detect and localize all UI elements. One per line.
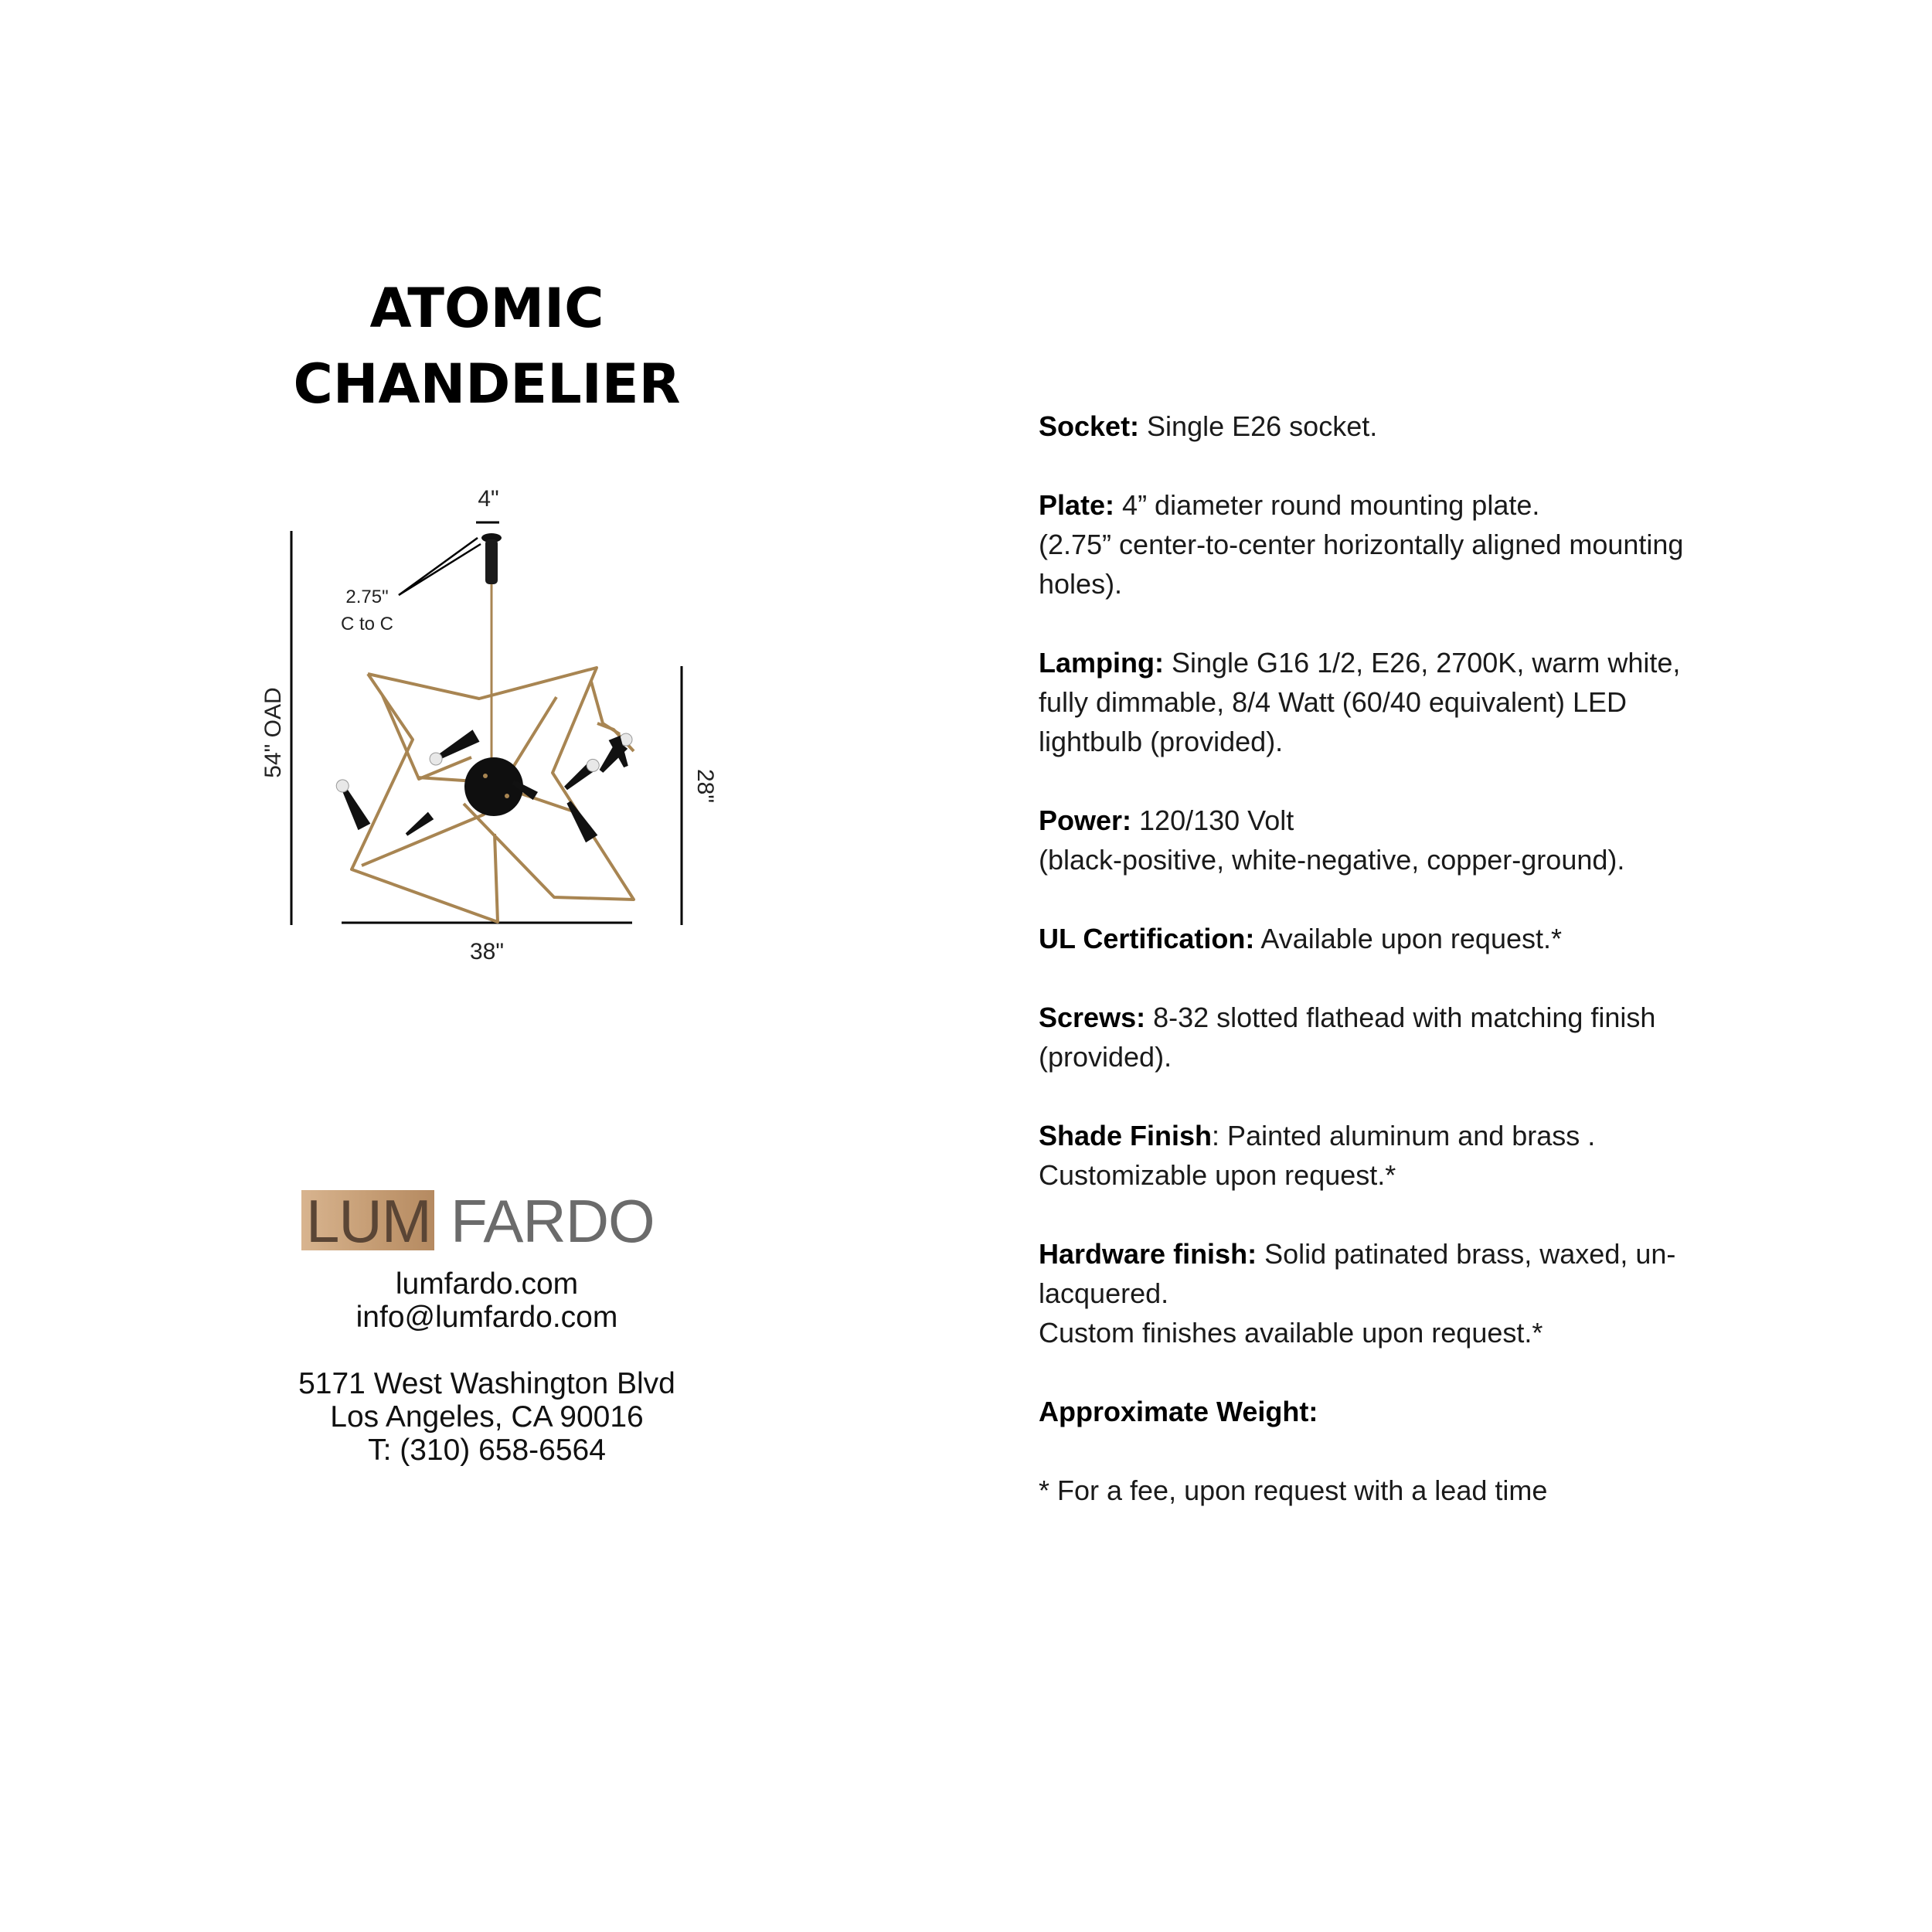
spec-shade-finish bbox=[1039, 1116, 1719, 1195]
logo-part-fardo: FARDO bbox=[451, 1187, 655, 1255]
lumfardo-logo bbox=[301, 1187, 657, 1255]
c-to-c-leader bbox=[399, 544, 481, 595]
spec-plate bbox=[1039, 485, 1719, 604]
width-label: 38" bbox=[469, 939, 505, 964]
spec-label: Power: bbox=[1039, 804, 1132, 836]
spec-approximate-weight bbox=[1039, 1392, 1719, 1431]
plate-dimension-label: 4" bbox=[478, 486, 499, 512]
spec-label: Hardware finish: bbox=[1039, 1238, 1257, 1270]
spec-label: Approximate Weight: bbox=[1039, 1396, 1318, 1427]
spec-value: 8-32 slotted flathead with matching finish bbox=[1145, 1002, 1656, 1033]
spec-label: Socket: bbox=[1039, 410, 1140, 442]
spec-value-line: Custom finishes available upon request.* bbox=[1039, 1317, 1543, 1349]
fixture-height-label: 28" bbox=[692, 768, 718, 804]
chandelier-drawing bbox=[240, 479, 750, 989]
spec-label: Lamping: bbox=[1039, 647, 1164, 679]
spec-hardware-finish bbox=[1039, 1234, 1719, 1352]
spec-value: Single G16 1/2, E26, 2700K, warm white, bbox=[1163, 647, 1681, 679]
spec-label: UL Certification: bbox=[1039, 923, 1255, 954]
email-link[interactable]: info@lumfardo.com bbox=[355, 1301, 618, 1334]
spec-ul-certification bbox=[1039, 919, 1719, 958]
canopy bbox=[485, 539, 498, 584]
logo-part-lum: LUM bbox=[301, 1190, 434, 1250]
overall-height-label: 54" OAD bbox=[260, 687, 286, 778]
spec-power bbox=[1039, 801, 1719, 879]
title-line-2: CHANDELIER bbox=[293, 352, 681, 416]
spec-value: Available upon request.* bbox=[1254, 923, 1562, 954]
spec-value-line: Customizable upon request.* bbox=[1039, 1159, 1396, 1191]
spec-value: : Painted aluminum and brass . bbox=[1212, 1120, 1596, 1151]
contact-block bbox=[255, 1267, 719, 1467]
product-title bbox=[255, 270, 719, 422]
spec-lamping bbox=[1039, 643, 1719, 761]
central-sphere bbox=[464, 757, 523, 816]
title-line-1: ATOMIC bbox=[369, 277, 604, 340]
spec-label: Shade Finish bbox=[1039, 1120, 1213, 1151]
spec-value-line: fully dimmable, 8/4 Watt (60/40 equivalent) LED bbox=[1039, 686, 1628, 718]
spec-value-line: lacquered. bbox=[1039, 1277, 1169, 1309]
website-link[interactable]: lumfardo.com bbox=[395, 1267, 579, 1301]
spec-screws bbox=[1039, 998, 1719, 1077]
spec-value-line: (provided). bbox=[1039, 1041, 1172, 1073]
c-to-c-value: 2.75" bbox=[345, 587, 389, 607]
spec-footnote bbox=[1039, 1471, 1719, 1510]
spec-value-line: (black-positive, white-negative, copper-ground). bbox=[1039, 844, 1625, 876]
phone-number: T: (310) 658-6564 bbox=[368, 1434, 606, 1467]
spec-value: 4” diameter round mounting plate. bbox=[1114, 489, 1540, 521]
address-line-2: Los Angeles, CA 90016 bbox=[330, 1400, 644, 1434]
specifications bbox=[1039, 406, 1719, 1549]
spec-value-line: holes). bbox=[1039, 568, 1123, 600]
address-line-1: 5171 West Washington Blvd bbox=[298, 1367, 675, 1400]
spec-socket bbox=[1039, 406, 1719, 446]
c-to-c-label: C to C bbox=[340, 614, 394, 634]
footnote-text: * For a fee, upon request with a lead time bbox=[1039, 1475, 1548, 1506]
dimension-diagram bbox=[240, 479, 750, 989]
spec-value: 120/130 Volt bbox=[1131, 804, 1294, 836]
spec-value: Single E26 socket. bbox=[1139, 410, 1378, 442]
spec-value-line: (2.75” center-to-center horizontally aligned mounting bbox=[1039, 529, 1684, 560]
spec-label: Plate: bbox=[1039, 489, 1115, 521]
spec-label: Screws: bbox=[1039, 1002, 1146, 1033]
spec-value: Solid patinated brass, waxed, un- bbox=[1257, 1238, 1676, 1270]
spec-value-line: lightbulb (provided). bbox=[1039, 726, 1284, 757]
